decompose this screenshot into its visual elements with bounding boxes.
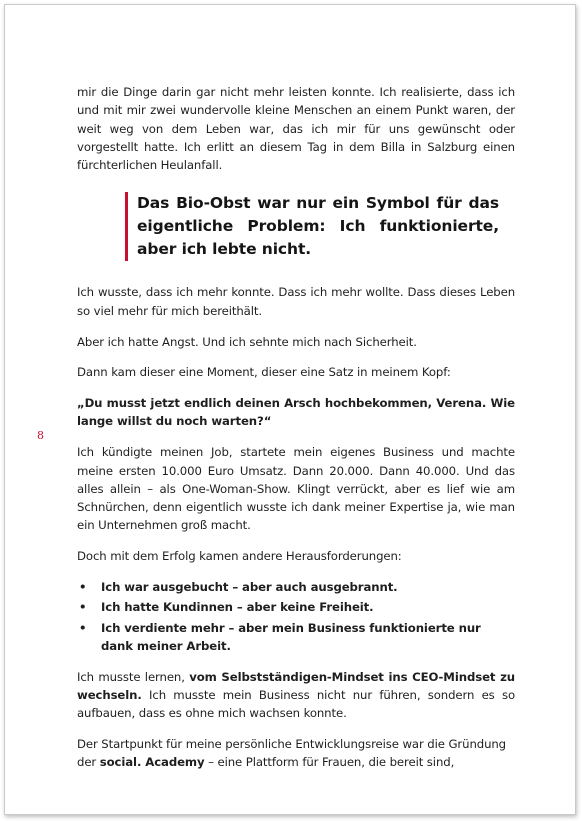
- list-item-text: Ich war ausgebucht – aber auch ausgebrannt.: [101, 580, 398, 595]
- bullet-icon: •: [79, 580, 87, 595]
- paragraph: mir die Dinge darin gar nicht mehr leisten konnte. Ich realisierte, dass ich und mit mir zwei wundervolle kleine Menschen an einem Punkt waren, der weit weg von dem Leben war, das ich mir für uns gewünscht oder vorgestellt hatte. Ich erlitt an diesem Tag in dem Billa in Salzburg einen fürchterlichen Heulanfall.: [77, 85, 515, 173]
- paragraph: Doch mit dem Erfolg kamen andere Herausforderungen:: [77, 549, 402, 564]
- pull-quote: Das Bio-Obst war nur ein Symbol für das eigentliche Problem: Ich funktionierte, aber ich lebte nicht.: [125, 192, 499, 261]
- text: Ich musste mein Business nicht nur führen, sondern es so aufbauen, dass es ohne mich wachsen konnte.: [77, 688, 515, 721]
- bullet-icon: •: [79, 600, 87, 615]
- paragraph: Ich kündigte meinen Job, startete mein eigenes Business und machte meine ersten 10.000 Euro Umsatz. Dann 20.000. Dann 40.000. Und das alles allein – als One-Woman-Show. Klingt verrückt, aber es lief wie am Schnürchen, denn eigentlich wusste ich dank meiner Expertise ja, wie man ein Unternehmen groß macht.: [77, 445, 515, 533]
- list-item: [77, 619, 515, 656]
- page-content: [77, 83, 515, 784]
- book-page: [4, 4, 576, 815]
- list-item-text: Ich verdiente mehr – aber mein Business funktionierte nur dank meiner Arbeit.: [101, 620, 481, 653]
- bold-quote: „Du musst jetzt endlich deinen Arsch hochbekommen, Verena. Wie lange willst du noch warten?“: [77, 396, 515, 429]
- page-number: 8: [37, 429, 44, 442]
- text: Ich musste lernen,: [77, 669, 190, 684]
- paragraph: [77, 735, 515, 772]
- bullet-list: [77, 578, 515, 655]
- text: Der Startpunkt für meine persönliche Entwicklungsreise war die Gründung der: [77, 737, 507, 770]
- paragraph: [77, 668, 515, 723]
- paragraph: Ich wusste, dass ich mehr konnte. Dass ich mehr wollte. Dass dieses Leben so viel mehr für mich bereithält.: [77, 285, 515, 318]
- bullet-icon: •: [79, 620, 87, 635]
- list-item: [77, 598, 515, 616]
- list-item: [77, 578, 515, 596]
- bold-text: social. Academy: [99, 755, 205, 770]
- text: – eine Plattform für Frauen, die bereit sind,: [204, 755, 455, 770]
- paragraph: Aber ich hatte Angst. Und ich sehnte mich nach Sicherheit.: [77, 334, 417, 349]
- list-item-text: Ich hatte Kundinnen – aber keine Freiheit.: [101, 600, 374, 615]
- bold-text: vom Selbstständigen-Mindset ins CEO-Mindset zu wechseln.: [77, 669, 515, 703]
- paragraph: Dann kam dieser eine Moment, dieser eine Satz in meinem Kopf:: [77, 365, 451, 380]
